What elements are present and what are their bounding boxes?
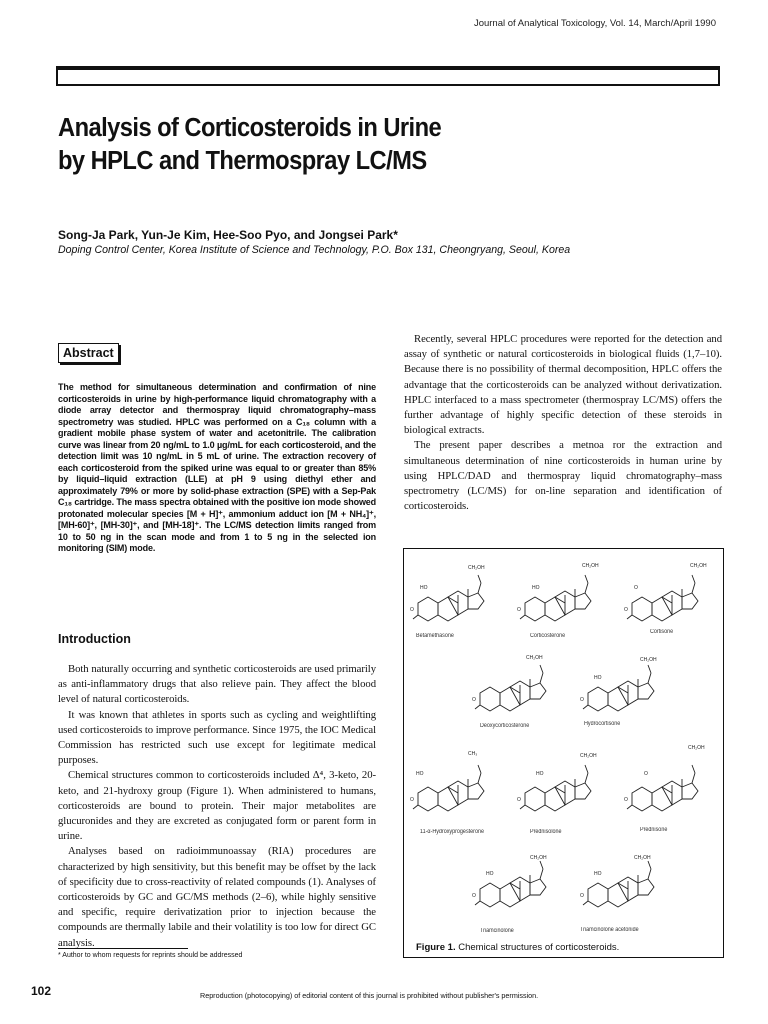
- compound-label: Hydrocortisone: [584, 721, 621, 727]
- svg-text:O: O: [472, 893, 476, 899]
- svg-text:HO: HO: [536, 771, 544, 777]
- journal-header: Journal of Analytical Toxicology, Vol. 14, March/April 1990: [473, 18, 716, 29]
- abstract-label: Abstract: [58, 343, 119, 363]
- compound-label: Prednisone: [640, 827, 668, 833]
- compound-label: 11-α-Hydroxyprogesterone: [420, 829, 484, 835]
- structures: [410, 563, 707, 907]
- svg-text:HO: HO: [486, 871, 494, 877]
- title-line-1: Analysis of Corticosteroids in Urine: [58, 114, 442, 142]
- svg-text:HO: HO: [420, 585, 428, 591]
- svg-text:CH₂OH: CH₂OH: [634, 855, 651, 861]
- header-rule-box: [56, 66, 720, 86]
- author-list: Song-Ja Park, Yun-Je Kim, Hee-Soo Pyo, and Jongsei Park*: [58, 228, 398, 242]
- svg-text:O: O: [410, 797, 414, 803]
- svg-text:O: O: [624, 797, 628, 803]
- introduction-heading: Introduction: [58, 632, 131, 646]
- svg-text:O: O: [410, 607, 414, 613]
- reproduction-notice: Reproduction (photocopying) of editorial content of this journal is prohibited without publisher's permission.: [200, 991, 539, 1000]
- compound-label: Triamcinolone acetonide: [580, 927, 639, 933]
- right-paragraph: The present paper describes a metnoa ror the extraction and simultaneous determination of nine corticosteroids in human urine by using HPLC/DAD and thermospray liquid chromatography–mass spectrometry (LC/MS) for on-line separation and identification of corticosteroids.: [404, 439, 722, 513]
- svg-text:O: O: [472, 697, 476, 703]
- svg-text:CH₂OH: CH₂OH: [468, 565, 485, 571]
- affiliation: Doping Control Center, Korea Institute of Science and Technology, P.O. Box 131, Cheongryang, Seoul, Korea: [58, 244, 571, 256]
- intro-paragraph: Analyses based on radioimmunoassay (RIA) procedures are characterized by high sensitivity, but this benefit may be offset by the lack of specificity due to cross-reactivity of related compounds (1). Analyses of corticosteroids by GC and GC/MS methods (2–6), while highly sensitive and specific, require derivatization prior to injection because the compounds are thermally labile and their volatility is too low for direct GC analysis.: [58, 845, 376, 949]
- intro-paragraph: Chemical structures common to corticosteroids included Δ⁴, 3-keto, 20-keto, and 21-hydroxy group (Figure 1). When administered to humans, corticosteroids are bound to protein. Their major metabolites are glucuronides and they are excreted as conjugated form or parent form in urine.: [58, 769, 376, 843]
- svg-text:O: O: [580, 697, 584, 703]
- figure-caption-text: Chemical structures of corticosteroids.: [458, 942, 620, 953]
- article-title: [58, 112, 653, 178]
- svg-text:CH₂OH: CH₂OH: [640, 657, 657, 663]
- title-line-2: by HPLC and Thermospray LC/MS: [58, 147, 427, 175]
- svg-text:O: O: [580, 893, 584, 899]
- right-paragraph: Recently, several HPLC procedures were reported for the detection and assay of synthetic or natural corticosteroids in biological fluids (1,7–10). Because there is no possibility of thermal decomposition, HPLC offers the advantage that the corticosteroids can be analyzed without derivatization. HPLC interfaced to a mass spectrometer (thermospray LC/MS) offers the further advantage of highly specific detection of these steroids in biological extracts.: [404, 333, 722, 437]
- compound-label: Triamcinolone: [480, 928, 514, 934]
- svg-text:HO: HO: [532, 585, 540, 591]
- svg-text:O: O: [517, 797, 521, 803]
- svg-text:CH₂OH: CH₂OH: [580, 753, 597, 759]
- right-column-body: [404, 332, 722, 514]
- svg-text:CH₂OH: CH₂OH: [688, 745, 705, 751]
- footnote-divider: [58, 948, 188, 949]
- svg-text:HO: HO: [416, 771, 424, 777]
- compound-label: Corticosterone: [530, 633, 566, 639]
- intro-paragraph: Both naturally occurring and synthetic corticosteroids are used primarily as anti-inflammatory drugs that also relieve pain. They affect the blood level of natural corticosteroids.: [58, 663, 376, 706]
- abstract-text: The method for simultaneous determination and confirmation of nine corticosteroids in urine by high-performance liquid chromatography with a diode array detector and thermospray liquid chromatography–mass spectrometry was studied. HPLC was performed on a C₁₈ column with a gradient mobile phase system of water and acetonitrile. The calibration curve was linear from 20 ng/mL to 1.0 µg/mL for each corticosteroid, and the detection limit was 10 ng/mL in 5 mL of urine. The extraction recovery of each corticosteroid from the spiked urine was equal to or greater than 85% by liquid–liquid extraction (LLE) at pH 9 using diethyl ether and approximately 79% or more by solid-phase extraction (SPE) with a Sep-Pak C₁₈ cartridge. The mass spectra obtained with the positive ion mode showed protonated molecular species [M + H]⁺, ammonium adduct ion [M + NH₄]⁺, [MH-60]⁺, [MH-30]⁺, and [MH-18]⁺. The LC/MS detection limits ranged from 10 to 50 ng in the scan mode and from 1 to 5 ng in the selected ion monitoring (SIM) mode.: [58, 382, 376, 553]
- svg-text:O: O: [634, 585, 638, 591]
- figure-caption-label: Figure 1.: [416, 942, 456, 953]
- svg-text:HO: HO: [594, 871, 602, 877]
- compound-label: Betamethasone: [416, 633, 454, 639]
- svg-text:O: O: [624, 607, 628, 613]
- compound-label: Prednisolone: [530, 829, 562, 835]
- footnote: * Author to whom requests for reprints should be addressed: [58, 952, 243, 959]
- svg-text:CH₂OH: CH₂OH: [526, 655, 543, 661]
- intro-paragraph: It was known that athletes in sports such as cycling and weightlifting used corticosteroids to improve performance. Since 1975, the IOC Medical Commission has restricted such use except for legitimate medical purposes.: [58, 708, 376, 767]
- introduction-body: [58, 662, 376, 951]
- svg-text:O: O: [517, 607, 521, 613]
- compound-label: Cortisone: [650, 629, 674, 635]
- svg-text:CH₃: CH₃: [468, 751, 478, 757]
- figure-1: [403, 548, 724, 958]
- compound-label: Deoxycorticosterone: [480, 723, 530, 729]
- page-number: 102: [31, 984, 52, 998]
- svg-text:HO: HO: [594, 675, 602, 681]
- svg-text:CH₂OH: CH₂OH: [582, 563, 599, 569]
- svg-text:CH₂OH: CH₂OH: [690, 563, 707, 569]
- svg-text:CH₂OH: CH₂OH: [530, 855, 547, 861]
- svg-text:O: O: [644, 771, 648, 777]
- figure-caption: [416, 942, 619, 953]
- chemical-structures-drawing: [404, 549, 725, 959]
